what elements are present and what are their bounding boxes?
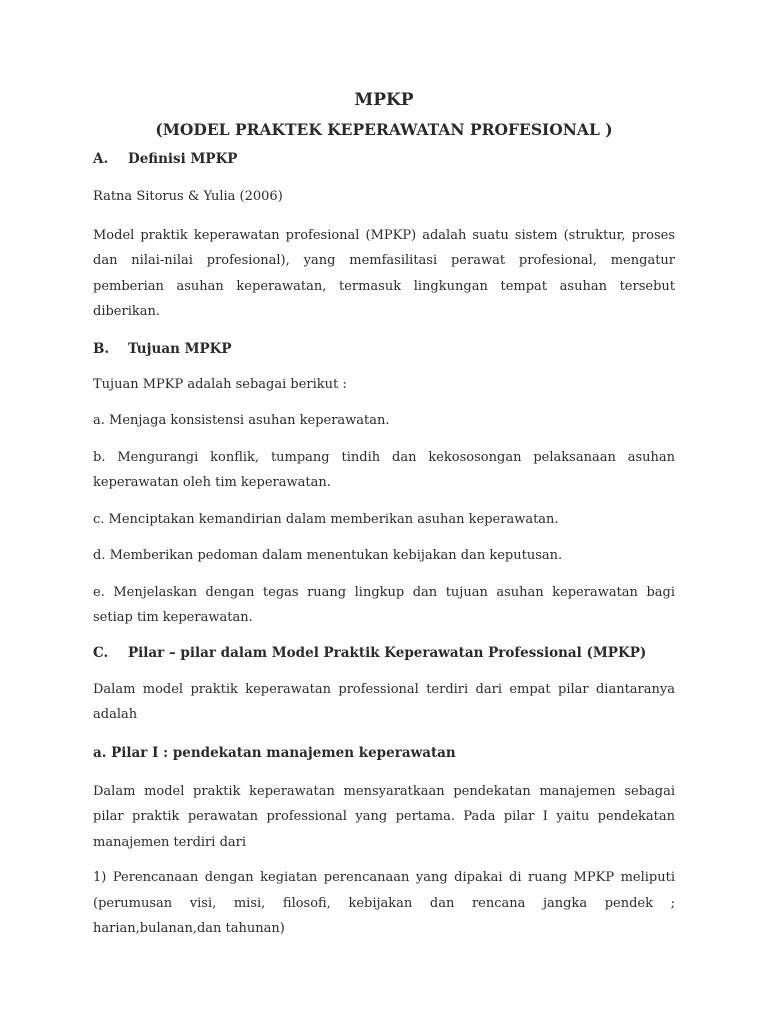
pilar-1-item-1: 1) Perencanaan dengan kegiatan perencanaan yang dipakai di ruang MPKP meliputi (perumusan visi, misi, filosofi, kebijakan dan rencana jangka pendek ; harian,bulanan,dan tahunan) xyxy=(93,870,675,936)
section-c-title: Pilar – pilar dalam Model Praktik Keperawatan Professional (MPKP) xyxy=(128,644,647,661)
section-a-title: Definisi MPKP xyxy=(128,151,238,167)
section-b-heading xyxy=(93,338,675,360)
section-a-letter: A. xyxy=(93,151,109,167)
section-c-letter: C. xyxy=(93,644,109,661)
section-b-item-e: e. Menjelaskan dengan tegas ruang lingkup dan tujuan asuhan keperawatan bagi setiap tim keperawatan. xyxy=(93,584,675,625)
pilar-1-text: Dalam model praktik keperawatan mensyaratkaan pendekatan manajemen sebagai pilar praktik perawatan professional yang pertama. Pada pilar I yaitu pendekatan manajemen terdiri dari xyxy=(93,783,675,850)
section-c-heading xyxy=(93,642,675,664)
section-a-definition: Model praktik keperawatan profesional (MPKP) adalah suatu sistem (struktur, proses dan nilai-nilai profesional), yang memfasilitasi perawat profesional, mengatur pemberian asuhan keperawatan, termasuk lingkungan tempat asuhan tersebut diberikan. xyxy=(93,227,675,319)
section-c-intro: Dalam model praktik keperawatan professional terdiri dari empat pilar diantaranya adalah xyxy=(93,681,675,722)
section-b-item-d: d. Memberikan pedoman dalam menentukan kebijakan dan keputusan. xyxy=(93,548,563,563)
section-a-heading xyxy=(93,148,675,170)
document-subtitle: (MODEL PRAKTEK KEPERAWATAN PROFESIONAL ) xyxy=(155,120,613,139)
section-b-item-b: b. Mengurangi konflik, tumpang tindih dan kekososongan pelaksanaan asuhan keperawatan oleh tim keperawatan. xyxy=(93,449,675,490)
document-page xyxy=(93,86,675,942)
section-b-item-a: a. Menjaga konsistensi asuhan keperawatan. xyxy=(93,413,390,428)
section-b-intro: Tujuan MPKP adalah sebagai berikut : xyxy=(93,376,347,392)
pilar-1-heading: a. Pilar I : pendekatan manajemen keperawatan xyxy=(93,744,456,761)
section-b-item-c: c. Menciptakan kemandirian dalam memberikan asuhan keperawatan. xyxy=(93,511,559,527)
section-a-source: Ratna Sitorus & Yulia (2006) xyxy=(93,189,283,204)
document-title: MPKP xyxy=(354,90,414,110)
section-b-title: Tujuan MPKP xyxy=(128,340,232,357)
section-b-letter: B. xyxy=(93,340,110,357)
